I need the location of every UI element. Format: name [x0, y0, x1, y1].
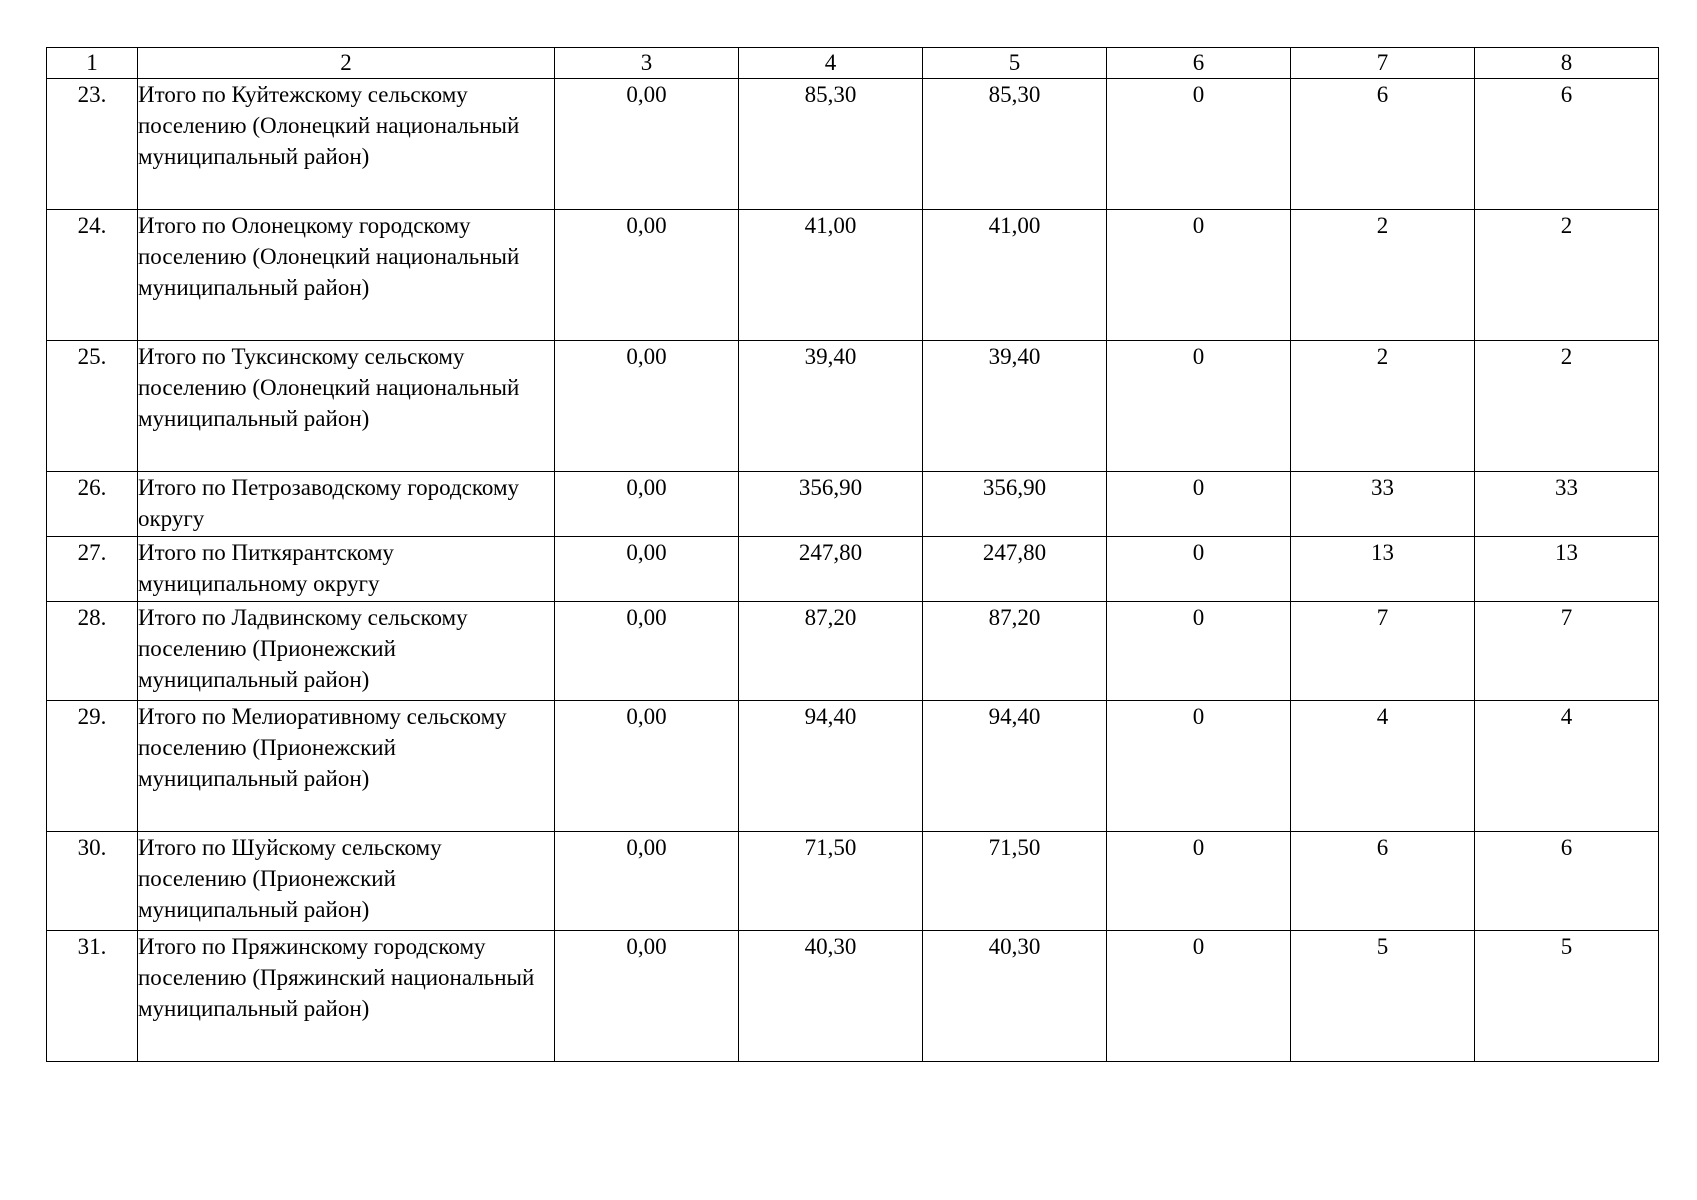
cell-col4: 85,30: [739, 79, 923, 210]
row-name: Итого по Пряжинскому городскому поселению (Пряжинский национальный муниципальный район): [138, 931, 555, 1062]
cell-col4: 94,40: [739, 701, 923, 832]
table-row: [47, 602, 1659, 701]
row-number: 31.: [47, 931, 138, 1062]
row-number: 28.: [47, 602, 138, 701]
cell-col7: 2: [1291, 341, 1475, 472]
table-row: [47, 931, 1659, 1062]
cell-col8: 2: [1475, 341, 1659, 472]
cell-col3: 0,00: [555, 832, 739, 931]
row-name: Итого по Туксинскому сельскому поселению (Олонецкий национальный муниципальный район): [138, 341, 555, 472]
cell-col6: 0: [1107, 79, 1291, 210]
cell-col8: 7: [1475, 602, 1659, 701]
cell-col4: 247,80: [739, 537, 923, 602]
cell-col6: 0: [1107, 341, 1291, 472]
row-name: Итого по Олонецкому городскому поселению (Олонецкий национальный муниципальный район): [138, 210, 555, 341]
cell-col5: 94,40: [923, 701, 1107, 832]
header-row: [47, 48, 1659, 79]
table-row: [47, 79, 1659, 210]
cell-col4: 41,00: [739, 210, 923, 341]
cell-col8: 5: [1475, 931, 1659, 1062]
cell-col3: 0,00: [555, 931, 739, 1062]
row-number: 26.: [47, 472, 138, 537]
cell-col3: 0,00: [555, 210, 739, 341]
cell-col5: 247,80: [923, 537, 1107, 602]
row-name: Итого по Шуйскому сельскому поселению (Прионежский муниципальный район): [138, 832, 555, 931]
cell-col7: 4: [1291, 701, 1475, 832]
cell-col7: 13: [1291, 537, 1475, 602]
table-row: [47, 341, 1659, 472]
table-row: [47, 832, 1659, 931]
table-row: [47, 210, 1659, 341]
cell-col3: 0,00: [555, 602, 739, 701]
cell-col8: 13: [1475, 537, 1659, 602]
cell-col5: 85,30: [923, 79, 1107, 210]
row-number: 23.: [47, 79, 138, 210]
cell-col7: 2: [1291, 210, 1475, 341]
cell-col5: 41,00: [923, 210, 1107, 341]
cell-col3: 0,00: [555, 701, 739, 832]
cell-col6: 0: [1107, 832, 1291, 931]
cell-col5: 356,90: [923, 472, 1107, 537]
column-header: 4: [739, 48, 923, 79]
cell-col6: 0: [1107, 931, 1291, 1062]
table-row: [47, 537, 1659, 602]
row-name: Итого по Питкярантскому муниципальному округу: [138, 537, 555, 602]
cell-col6: 0: [1107, 472, 1291, 537]
cell-col7: 5: [1291, 931, 1475, 1062]
cell-col3: 0,00: [555, 537, 739, 602]
table-row: [47, 472, 1659, 537]
column-header: 6: [1107, 48, 1291, 79]
row-name: Итого по Куйтежскому сельскому поселению (Олонецкий национальный муниципальный район): [138, 79, 555, 210]
cell-col5: 39,40: [923, 341, 1107, 472]
table-row: [47, 701, 1659, 832]
row-name: Итого по Мелиоративному сельскому поселению (Прионежский муниципальный район): [138, 701, 555, 832]
column-header: 5: [923, 48, 1107, 79]
cell-col7: 6: [1291, 79, 1475, 210]
cell-col3: 0,00: [555, 472, 739, 537]
cell-col8: 6: [1475, 79, 1659, 210]
row-name: Итого по Петрозаводскому городскому округу: [138, 472, 555, 537]
column-header: 3: [555, 48, 739, 79]
cell-col4: 40,30: [739, 931, 923, 1062]
cell-col8: 2: [1475, 210, 1659, 341]
cell-col8: 4: [1475, 701, 1659, 832]
cell-col6: 0: [1107, 701, 1291, 832]
cell-col7: 6: [1291, 832, 1475, 931]
cell-col7: 33: [1291, 472, 1475, 537]
row-number: 24.: [47, 210, 138, 341]
cell-col3: 0,00: [555, 79, 739, 210]
cell-col5: 71,50: [923, 832, 1107, 931]
column-header: 1: [47, 48, 138, 79]
column-header: 8: [1475, 48, 1659, 79]
cell-col6: 0: [1107, 602, 1291, 701]
data-table: [46, 47, 1659, 1062]
cell-col4: 39,40: [739, 341, 923, 472]
row-number: 29.: [47, 701, 138, 832]
cell-col8: 33: [1475, 472, 1659, 537]
column-header: 2: [138, 48, 555, 79]
row-number: 25.: [47, 341, 138, 472]
cell-col5: 40,30: [923, 931, 1107, 1062]
cell-col6: 0: [1107, 210, 1291, 341]
row-number: 30.: [47, 832, 138, 931]
column-header: 7: [1291, 48, 1475, 79]
cell-col6: 0: [1107, 537, 1291, 602]
cell-col5: 87,20: [923, 602, 1107, 701]
row-number: 27.: [47, 537, 138, 602]
cell-col4: 356,90: [739, 472, 923, 537]
cell-col8: 6: [1475, 832, 1659, 931]
cell-col3: 0,00: [555, 341, 739, 472]
cell-col4: 71,50: [739, 832, 923, 931]
cell-col4: 87,20: [739, 602, 923, 701]
row-name: Итого по Ладвинскому сельскому поселению (Прионежский муниципальный район): [138, 602, 555, 701]
cell-col7: 7: [1291, 602, 1475, 701]
